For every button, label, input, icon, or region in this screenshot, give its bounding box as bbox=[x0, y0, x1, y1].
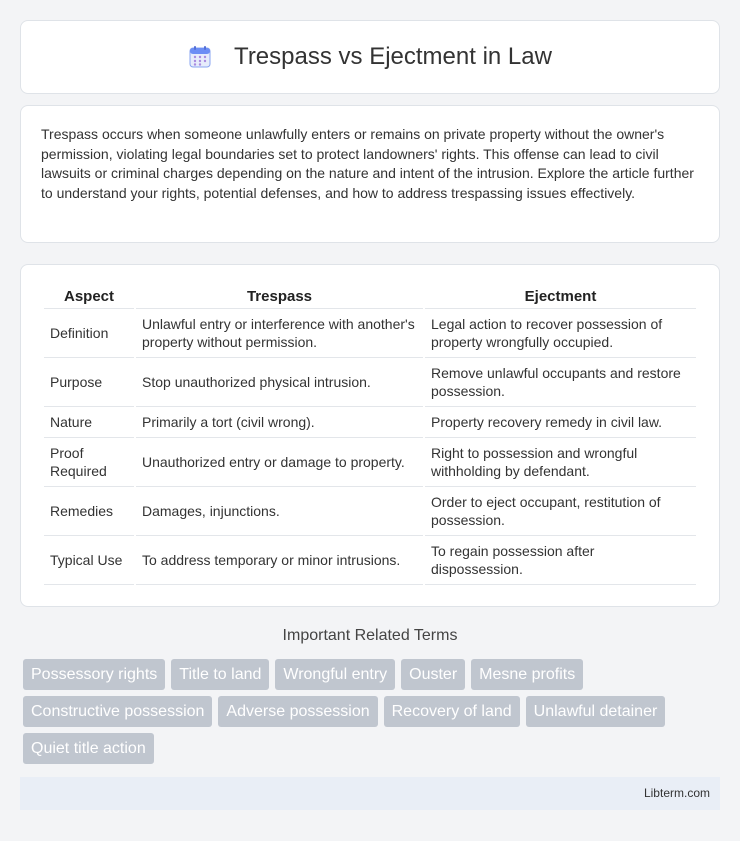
cell-trespass: Stop unauthorized physical intrusion. bbox=[136, 358, 423, 407]
header-trespass: Trespass bbox=[136, 285, 423, 309]
footer-site-link[interactable]: Libterm.com bbox=[643, 786, 710, 800]
cell-aspect: Definition bbox=[44, 309, 134, 358]
comparison-table bbox=[42, 285, 698, 585]
related-term-tag[interactable]: Quiet title action bbox=[23, 733, 154, 764]
cell-aspect: Nature bbox=[44, 407, 134, 438]
table-row bbox=[44, 536, 696, 585]
footer bbox=[20, 777, 720, 810]
cell-trespass: Unlawful entry or interference with another's property without permission. bbox=[136, 309, 423, 358]
table-row bbox=[44, 438, 696, 487]
cell-ejectment: Remove unlawful occupants and restore possession. bbox=[425, 358, 696, 407]
table-header-row bbox=[44, 285, 696, 309]
related-term-tag[interactable]: Title to land bbox=[171, 659, 269, 690]
cell-ejectment: Property recovery remedy in civil law. bbox=[425, 407, 696, 438]
cell-aspect: Purpose bbox=[44, 358, 134, 407]
related-terms-list bbox=[23, 659, 703, 770]
cell-aspect: Typical Use bbox=[44, 536, 134, 585]
related-term-tag[interactable]: Ouster bbox=[401, 659, 465, 690]
cell-trespass: To address temporary or minor intrusions. bbox=[136, 536, 423, 585]
cell-ejectment: Right to possession and wrongful withholding by defendant. bbox=[425, 438, 696, 487]
cell-trespass: Damages, injunctions. bbox=[136, 487, 423, 536]
related-term-tag[interactable]: Recovery of land bbox=[384, 696, 520, 727]
related-term-tag[interactable]: Wrongful entry bbox=[275, 659, 395, 690]
related-term-tag[interactable]: Unlawful detainer bbox=[526, 696, 666, 727]
related-term-tag[interactable]: Mesne profits bbox=[471, 659, 583, 690]
cell-aspect: Remedies bbox=[44, 487, 134, 536]
related-term-tag[interactable]: Adverse possession bbox=[218, 696, 377, 727]
table-row bbox=[44, 309, 696, 358]
cell-ejectment: Legal action to recover possession of property wrongfully occupied. bbox=[425, 309, 696, 358]
intro-text: Trespass occurs when someone unlawfully enters or remains on private property without the owner's permission, violating legal boundaries set to protect landowners' rights. This offense can lead to civil lawsuits or criminal charges depending on the nature and intent of the intrusion. Explore the article further to understand your rights, potential defenses, and how to address trespassing issues effectively. bbox=[41, 126, 694, 201]
comparison-table-card bbox=[20, 264, 720, 607]
calendar-icon bbox=[188, 45, 212, 69]
cell-trespass: Primarily a tort (civil wrong). bbox=[136, 407, 423, 438]
header-aspect: Aspect bbox=[44, 285, 134, 309]
table-row bbox=[44, 407, 696, 438]
related-term-tag[interactable]: Constructive possession bbox=[23, 696, 212, 727]
related-terms-title: Important Related Terms bbox=[282, 627, 458, 644]
header-ejectment: Ejectment bbox=[425, 285, 696, 309]
table-row bbox=[44, 358, 696, 407]
cell-aspect: Proof Required bbox=[44, 438, 134, 487]
cell-trespass: Unauthorized entry or damage to property. bbox=[136, 438, 423, 487]
title-card bbox=[20, 20, 720, 94]
table-row bbox=[44, 487, 696, 536]
intro-card bbox=[20, 105, 720, 243]
page-title: Trespass vs Ejectment in Law bbox=[234, 43, 552, 70]
cell-ejectment: To regain possession after dispossession. bbox=[425, 536, 696, 585]
related-term-tag[interactable]: Possessory rights bbox=[23, 659, 165, 690]
cell-ejectment: Order to eject occupant, restitution of possession. bbox=[425, 487, 696, 536]
